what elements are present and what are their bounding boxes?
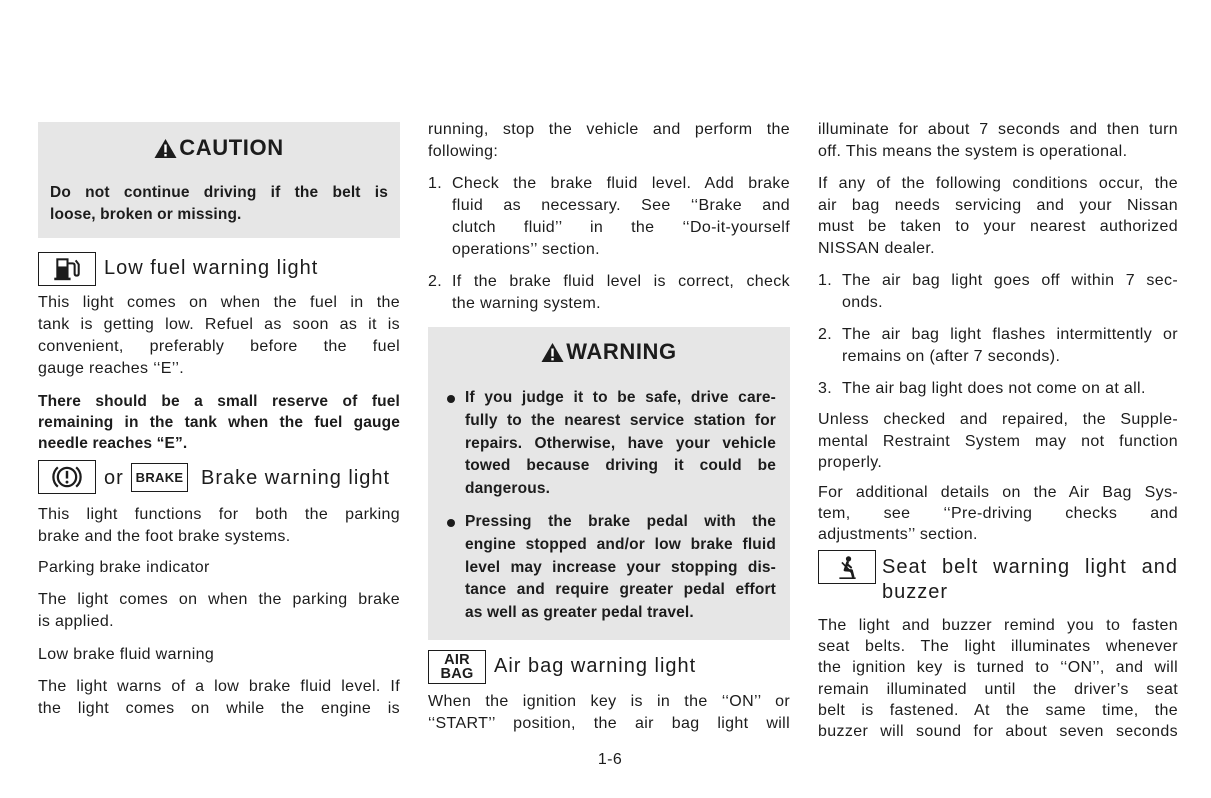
text-line: the light comes on while the engine is [38,700,400,717]
page-number: 1-6 [597,751,623,768]
case-text [842,378,1178,400]
text-line: remaining in the tank when the fuel gauge [38,414,400,431]
brake-body [38,504,400,548]
text-line: needle reaches “E”. [38,435,188,452]
text-line: adjustments’’ section. [818,526,978,543]
brake-warning-icon [38,460,96,494]
air-bag-icon-top: AIR [444,652,470,668]
text-line: following: [428,143,499,160]
bullet-icon [447,395,455,403]
text-line: Seat belt warning light and [882,555,1178,578]
text-line: must be taken to your nearest authorized [818,218,1178,236]
step-text [452,173,790,261]
text-line: NISSAN dealer. [818,240,935,258]
fuel-pump-icon [38,252,96,286]
brake-fluid-body [38,676,400,720]
text-line: remains on (after 7 seconds). [842,348,1061,365]
step-text [452,271,790,315]
text-line: fluid as necessary. See ‘‘Brake and [452,197,790,214]
text-line: The air bag light goes off within 7 sec- [842,272,1178,289]
text-line: buzzer [882,580,949,603]
text-line: ‘‘START’’ position, the air bag light will [428,715,790,732]
bullet-icon [447,519,455,527]
text-line: mental Restraint System may not function [818,432,1178,450]
text-line: off. This means the system is operational. [818,143,1128,160]
text-line: repairs. Otherwise, have your vehicle [465,434,776,452]
bullet-text [465,511,776,625]
air-bag-body-cont [818,119,1178,163]
text-line: properly. [818,454,883,471]
brake-label-text: BRAKE [135,470,184,485]
warning-triangle-icon [541,342,564,363]
or-label: or [104,467,124,489]
text-line: air bag needs servicing and your Nissan [818,196,1178,214]
air-bag-title: Air bag warning light [494,655,697,677]
text-line: belt is fastened. At the same time, the [818,701,1178,719]
warning-title: WARNING [566,339,677,364]
text-line: engine stopped and/or low brake fluid [465,535,776,553]
step-number: 1. [428,175,443,192]
caution-text [50,182,388,226]
text-line: onds. [842,294,883,311]
text-line: as well as greater pedal travel. [465,604,694,622]
warning-triangle-icon [154,138,177,159]
text-line: running, stop the vehicle and perform the [428,121,790,138]
text-line: is applied. [38,613,114,630]
air-bag-conditions [818,173,1178,260]
air-bag-details [818,482,1178,545]
text-line: dangerous. [465,480,551,498]
text-line: the warning system. [452,295,601,312]
low-fuel-body [38,292,400,380]
bullet-text [465,387,776,501]
text-line: For additional details on the Air Bag Sys- [818,484,1178,501]
seat-belt-title [882,555,1178,605]
text-line: This light functions for both the parking [38,506,400,523]
low-fuel-note [38,391,400,454]
case-number: 2. [818,326,833,343]
text-line: If any of the following conditions occur, the [818,175,1178,192]
text-line: loose, broken or missing. [50,206,242,223]
caution-title: CAUTION [179,135,284,160]
text-line: towed because driving it could be [465,457,776,475]
text-line: When the ignition key is in the ‘‘ON’’ or [428,693,790,710]
brake-label-icon [131,463,188,492]
text-line: The air bag light does not come on at all. [842,380,1146,397]
parking-brake-heading: Parking brake indicator [38,559,210,576]
text-line: operations’’ section. [452,241,600,258]
step-number: 2. [428,273,443,290]
text-line: The light warns of a low brake fluid level. If [38,678,400,695]
case-text [842,270,1178,314]
case-number: 3. [818,380,833,397]
text-line: The light comes on when the parking brake [38,591,400,608]
air-bag-unless [818,409,1178,474]
text-line: The air bag light flashes intermittently or [842,326,1178,343]
brake-fluid-body-cont [428,119,790,163]
seat-belt-body [818,615,1178,742]
low-fuel-title: Low fuel warning light [104,257,319,279]
text-line: gauge reaches ‘‘E’’. [38,360,185,377]
text-line: The light and buzzer remind you to fasten [818,617,1178,634]
caution-heading [38,135,400,161]
text-line: tance and require greater pedal effort [465,581,776,599]
warning-heading [428,339,790,365]
text-line: Unless checked and repaired, the Supple- [818,411,1178,428]
air-bag-body [428,691,790,735]
text-line: If the brake fluid level is correct, check [452,273,790,290]
brake-warning-title: Brake warning light [201,467,391,489]
warning-box [428,327,790,640]
text-line: If you judge it to be safe, drive care- [465,389,776,406]
case-number: 1. [818,272,833,289]
parking-brake-body [38,589,400,633]
text-line: brake and the foot brake systems. [38,528,291,545]
text-line: buzzer will sound for about seven seconds [818,722,1178,740]
text-line: tem, see ‘‘Pre-driving checks and [818,505,1178,522]
brake-fluid-heading: Low brake fluid warning [38,646,215,663]
air-bag-icon-bottom: BAG [440,666,474,682]
text-line: There should be a small reserve of fuel [38,393,400,410]
text-line: seat belts. The light illuminates whenever [818,638,1178,656]
text-line: level may increase your stopping dis- [465,558,776,576]
text-line: Do not continue driving if the belt is [50,184,388,201]
air-bag-icon [428,650,486,684]
text-line: illuminate for about 7 seconds and then turn [818,121,1178,138]
text-line: remain illuminated until the driver’s seat [818,680,1178,698]
text-line: This light comes on when the fuel in the [38,294,400,311]
text-line: Pressing the brake pedal with the [465,513,776,530]
caution-box [38,122,400,238]
case-text [842,324,1178,368]
text-line: convenient, preferably before the fuel [38,338,400,355]
text-line: Check the brake fluid level. Add brake [452,175,790,192]
text-line: clutch fluid’’ in the ‘‘Do-it-yourself [452,219,790,236]
text-line: the ignition key is turned to ‘‘ON’’, and will [818,659,1178,677]
seat-belt-icon [818,550,876,584]
text-line: tank is getting low. Refuel as soon as it is [38,316,400,333]
text-line: fully to the nearest service station for [465,411,776,429]
